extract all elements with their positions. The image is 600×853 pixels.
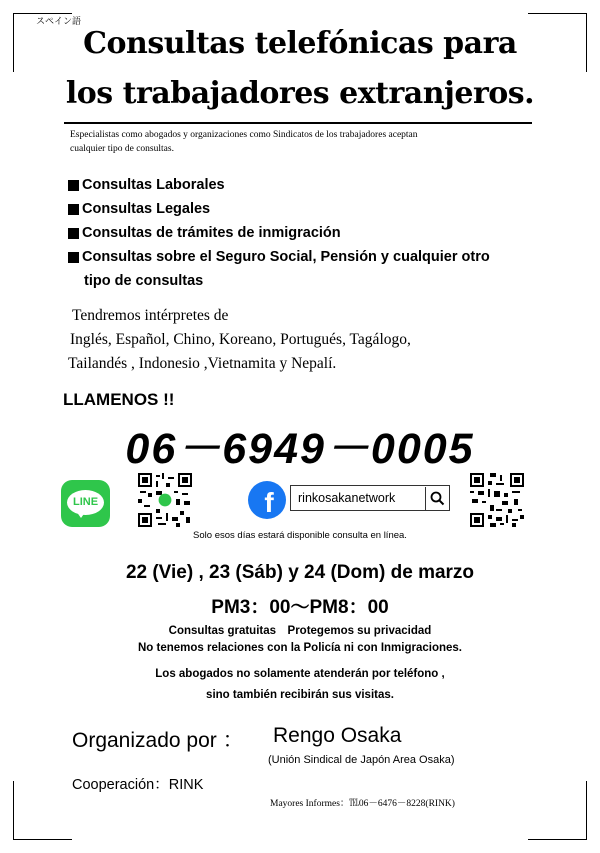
online-note: Solo esos días estará disponible consulta en línea. <box>193 530 407 541</box>
service-item <box>68 173 490 197</box>
service-label: Consultas de trámites de inmigración <box>82 225 341 241</box>
crop-mark-bottom-left <box>13 781 72 840</box>
organizer-subtitle: (Unión Sindical de Japón Area Osaka) <box>268 754 455 766</box>
service-item <box>68 197 490 221</box>
search-text: rinkosakanetwork <box>298 491 396 505</box>
more-info: Mayores Informes：℡06－6476－8228(RINK) <box>270 799 455 809</box>
note-free-privacy: Consultas gratuitas Protegemos su privacidad <box>168 625 432 637</box>
square-bullet-icon <box>68 252 79 263</box>
facebook-icon[interactable] <box>248 481 286 519</box>
title-line-2: los trabajadores extranjeros. <box>65 76 535 111</box>
title-line-1: Consultas telefónicas para <box>83 26 517 61</box>
square-bullet-icon <box>68 204 79 215</box>
facebook-letter: f <box>264 487 274 518</box>
call-label: LLAMENOS !! <box>63 390 175 409</box>
service-label-continuation: tipo de consultas <box>84 273 204 289</box>
schedule-dates: 22 (Vie) , 23 (Sáb) y 24 (Dom) de marzo <box>125 562 475 583</box>
facebook-qr-code[interactable] <box>470 473 524 527</box>
language-tag: スペイン語 <box>36 17 82 27</box>
service-label: Consultas sobre el Seguro Social, Pensión y cualquier otro <box>82 249 490 265</box>
search-icon <box>430 491 445 506</box>
note-lawyers-line-1: Los abogados no solamente atenderán por teléfono , <box>155 668 445 680</box>
services-list <box>68 173 490 293</box>
square-bullet-icon <box>68 228 79 239</box>
interpreters-line-3: Tailandés , Indonesio ,Vietnamita y Nepalí. <box>68 355 337 372</box>
square-bullet-icon <box>68 180 79 191</box>
intro-line-1: Especialistas como abogados y organizaciones como Sindicatos de los trabajadores aceptan <box>70 130 418 140</box>
line-app-icon[interactable] <box>61 480 110 527</box>
line-bubble-tail <box>76 511 86 518</box>
line-logo-text: LINE <box>67 490 104 515</box>
facebook-search-box[interactable] <box>290 485 450 511</box>
service-label: Consultas Laborales <box>82 177 225 193</box>
crop-mark-bottom-right <box>528 781 587 840</box>
organizer-name: Rengo Osaka <box>273 724 402 747</box>
service-item <box>68 221 490 245</box>
note-police: No tenemos relaciones con la Policía ni con Inmigraciones. <box>137 642 462 654</box>
phone-number[interactable]: 06－6949－0005 <box>125 425 475 473</box>
service-label: Consultas Legales <box>82 201 211 217</box>
service-item <box>68 245 490 293</box>
schedule-hours: PM3：00～PM8：00 <box>211 597 389 618</box>
interpreters-line-1: Tendremos intérpretes de <box>72 307 229 324</box>
interpreters-text <box>70 304 550 376</box>
title-divider <box>64 122 532 124</box>
intro-line-2: cualquier tipo de consultas. <box>70 144 174 154</box>
interpreters-line-2: Inglés, Español, Chino, Koreano, Portugués, Tagálogo, <box>70 331 411 348</box>
search-button[interactable] <box>425 487 449 510</box>
organizer-label: Organizado por ： <box>72 729 244 752</box>
intro-text <box>70 128 540 156</box>
note-lawyers-line-2: sino también recibirán sus visitas. <box>206 689 394 701</box>
line-qr-code[interactable] <box>138 473 192 527</box>
cooperation: Cooperación：RINK <box>72 777 204 793</box>
